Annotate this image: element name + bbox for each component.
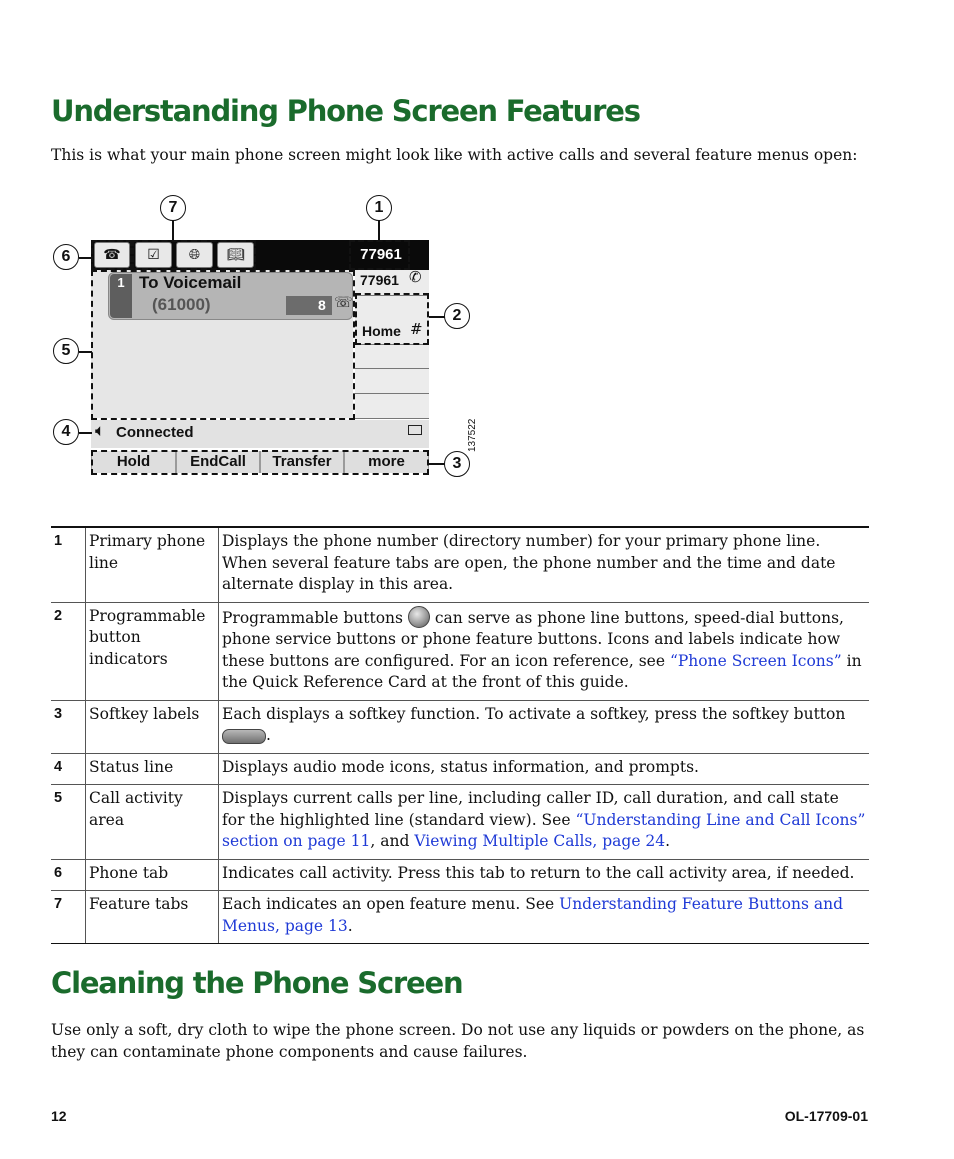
row-item: Feature tabs <box>86 891 219 944</box>
button-divider <box>355 418 429 419</box>
call-line-index: 1 <box>110 274 132 318</box>
phone-screen-icons-link[interactable]: “Phone Screen Icons” <box>669 651 842 670</box>
table-row <box>51 891 869 944</box>
table-row <box>51 700 869 753</box>
row-number: 5 <box>51 785 86 860</box>
section-title-cleaning: Cleaning the Phone Screen <box>51 966 463 1000</box>
phone-screen-figure <box>0 0 954 520</box>
row-item: Primary phone line <box>86 527 219 602</box>
row-number: 7 <box>51 891 86 944</box>
row-item: Phone tab <box>86 859 219 891</box>
handset-lock-icon: ☏ <box>334 293 353 311</box>
row-description <box>219 700 870 753</box>
button-divider <box>355 393 429 394</box>
row-item: Softkey labels <box>86 700 219 753</box>
phone-play-icon: ✆ <box>409 268 422 286</box>
cleaning-paragraph: Use only a soft, dry cloth to wipe the phone screen. Do not use any liquids or powders on the phone, as they can contaminate phone components and cause failures. <box>51 1021 865 1061</box>
speaker-icon: 🔈︎ <box>95 421 106 441</box>
leader-line-7 <box>172 220 174 240</box>
video-icon <box>408 425 422 435</box>
softkey-transfer[interactable]: Transfer <box>260 451 344 473</box>
button-divider <box>355 368 429 369</box>
multiple-calls-link[interactable]: Viewing Multiple Calls, page 24 <box>414 832 666 850</box>
phone-icon: ☎ <box>103 247 121 263</box>
callout-3: 3 <box>444 451 470 477</box>
leader-line-6 <box>79 257 92 259</box>
row-number: 3 <box>51 700 86 753</box>
desc-text: can serve as phone line buttons, speed-dial buttons, phone service buttons or phone feature buttons. Icons and labels indicate how these buttons are configured. For an icon reference, see <box>222 608 844 670</box>
callout-4: 4 <box>53 419 79 445</box>
highlight-programmable-buttons <box>355 293 429 345</box>
callout-2: 2 <box>444 303 470 329</box>
desc-text: in the Quick Reference Card at the front of this guide. <box>222 651 862 691</box>
line-call-icons-link[interactable]: “Understanding Line and Call Icons” section on page 11 <box>222 810 866 850</box>
page-number: 12 <box>51 1108 67 1124</box>
table-row <box>51 785 869 860</box>
desc-text: Displays current calls per line, including caller ID, call duration, and call state for the highlighted line (standard view). See <box>222 789 839 829</box>
highlight-primary-line <box>349 240 410 270</box>
book-icon: 📖︎ <box>226 247 245 263</box>
row-number: 6 <box>51 859 86 891</box>
softkey-button-icon <box>222 729 266 744</box>
line-button-label: 77961 <box>360 272 399 288</box>
table-row <box>51 527 869 602</box>
leader-line-4 <box>79 432 92 434</box>
leader-line-5 <box>79 351 92 353</box>
softkey-more[interactable]: more <box>344 451 429 473</box>
callout-reference-table <box>51 526 869 944</box>
softkey-endcall[interactable]: EndCall <box>176 451 260 473</box>
primary-line-number: 77961 <box>360 246 402 263</box>
desc-text: Each displays a softkey function. To activate a softkey, press the softkey button <box>222 704 846 723</box>
row-description: Indicates call activity. Press this tab to return to the call activity area, if needed. <box>219 859 870 891</box>
row-item: Call activity area <box>86 785 219 860</box>
desc-text: . <box>266 726 271 744</box>
callout-1: 1 <box>366 195 392 221</box>
row-number: 2 <box>51 602 86 700</box>
table-row <box>51 753 869 785</box>
row-description: Displays the phone number (directory number) for your primary phone line. When several feature tabs are open, the phone number and the time and date alternate display in this area. <box>219 527 870 602</box>
call-duration: 8 <box>318 297 326 313</box>
keypad-icon: # <box>410 320 423 338</box>
globe-icon: 🌐︎ <box>188 247 201 263</box>
leader-line-3 <box>429 463 445 465</box>
row-description <box>219 891 870 944</box>
call-name: To Voicemail <box>139 273 242 292</box>
feature-buttons-link[interactable]: Understanding Feature Buttons and Menus, page 13 <box>222 895 844 935</box>
row-description <box>219 785 870 860</box>
row-item: Status line <box>86 753 219 785</box>
document-id: OL-17709-01 <box>784 1108 868 1124</box>
intro-paragraph: This is what your main phone screen might look like with active calls and several feature menus open: <box>51 146 858 164</box>
row-description: Displays audio mode icons, status information, and prompts. <box>219 753 870 785</box>
highlight-feature-tabs <box>132 240 256 270</box>
callout-7: 7 <box>160 195 186 221</box>
callout-5: 5 <box>53 338 79 364</box>
row-number: 1 <box>51 527 86 602</box>
desc-text: . <box>665 832 671 850</box>
highlight-phone-tab <box>91 240 132 270</box>
programmable-button-icon <box>408 606 430 628</box>
leader-line-1 <box>378 220 380 240</box>
row-item: Programmable button indicators <box>86 602 219 700</box>
home-button-label: Home <box>362 323 401 339</box>
desc-text: Each indicates an open feature menu. See <box>222 895 555 913</box>
softkey-hold[interactable]: Hold <box>91 451 176 473</box>
desc-text: . <box>347 916 353 935</box>
desc-text: , and <box>370 832 410 850</box>
status-text: Connected <box>116 424 194 441</box>
row-number: 4 <box>51 753 86 785</box>
highlight-softkeys <box>91 450 429 475</box>
checklist-icon: ☑ <box>147 247 160 263</box>
leader-line-2 <box>429 316 445 318</box>
row-description <box>219 602 870 700</box>
table-row <box>51 859 869 891</box>
desc-text: Programmable buttons <box>222 608 403 627</box>
highlight-call-activity <box>91 270 355 420</box>
table-row <box>51 602 869 700</box>
page-title: Understanding Phone Screen Features <box>51 94 640 128</box>
callout-6: 6 <box>53 244 79 270</box>
call-number: (61000) <box>152 295 211 314</box>
figure-id: 137522 <box>467 418 478 452</box>
